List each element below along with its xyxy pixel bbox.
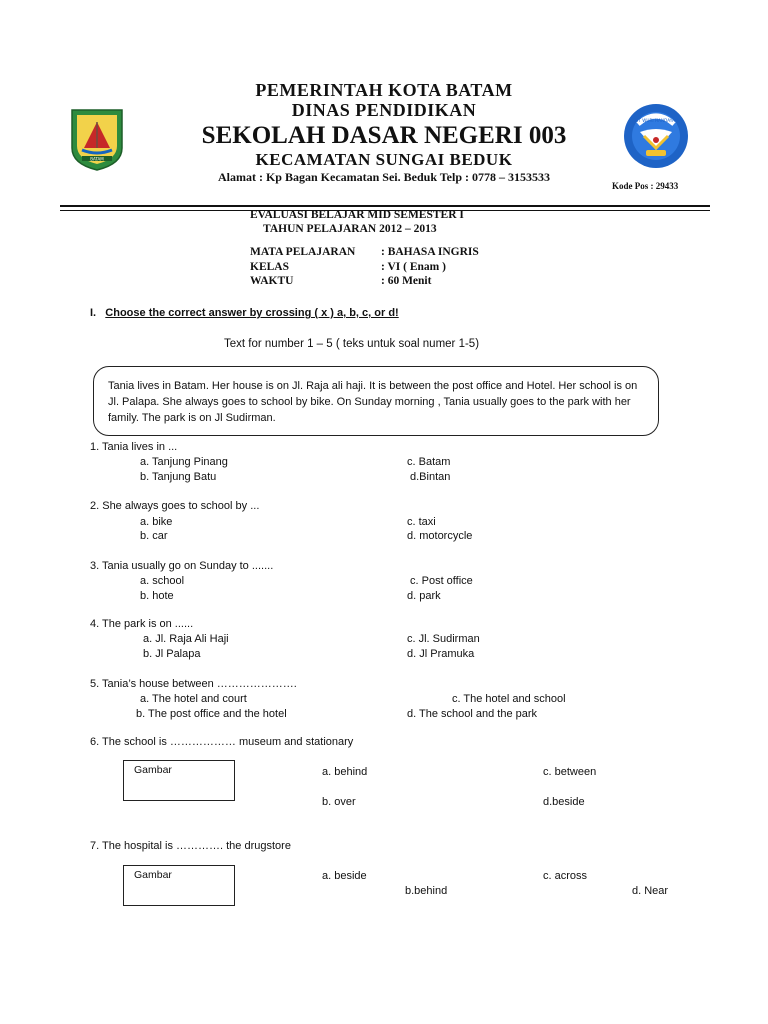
question-5: 5. Tania’s house between …………………. (90, 678, 297, 690)
q1-option-b[interactable]: b. Tanjung Batu (140, 471, 217, 483)
question-3: 3. Tania usually go on Sunday to ....... (90, 560, 274, 572)
q5-option-b[interactable]: b. The post office and the hotel (136, 708, 287, 720)
q6-option-b[interactable]: b. over (322, 796, 356, 808)
header-divider-thick (60, 205, 710, 207)
school-name: SEKOLAH DASAR NEGERI 003 (201, 122, 567, 149)
q3-option-c[interactable]: c. Post office (410, 575, 473, 587)
meta-label-class: KELAS (250, 261, 289, 273)
question-1: 1. Tania lives in ... (90, 441, 178, 453)
reading-passage: Tania lives in Batam. Her house is on Jl. Raja ali haji. It is between the post office and Hotel. Her school is on Jl. Palapa. She always goes to school by bike. On Sunday morning , Tania usually goes to the park with her family. The park is on Jl Sudirman. (93, 366, 659, 436)
q5-option-d[interactable]: d. The school and the park (407, 708, 538, 720)
q2-option-d[interactable]: d. motorcycle (407, 530, 473, 542)
passage-caption: Text for number 1 – 5 ( teks untuk soal numer 1-5) (224, 338, 480, 350)
q4-option-a[interactable]: a. Jl. Raja Ali Haji (143, 633, 229, 645)
question-2: 2. She always goes to school by ... (90, 500, 260, 512)
q1-option-c[interactable]: c. Batam (407, 456, 451, 468)
q1-option-d[interactable]: d.Bintan (410, 471, 451, 483)
q3-option-b[interactable]: b. hote (140, 590, 174, 602)
question-7: 7. The hospital is …………. the drugstore (90, 840, 291, 852)
q3-option-a[interactable]: a. school (140, 575, 185, 587)
q3-option-d[interactable]: d. park (407, 590, 441, 602)
q6-option-c[interactable]: c. between (543, 766, 597, 778)
q6-image-placeholder: Gambar (123, 760, 235, 801)
svg-text:BATAM: BATAM (90, 156, 104, 162)
q7-image-placeholder: Gambar (123, 865, 235, 906)
meta-value-time: : 60 Menit (381, 275, 432, 287)
q1-option-a[interactable]: a. Tanjung Pinang (140, 456, 228, 468)
section-heading (90, 307, 399, 319)
district-name: KECAMATAN SUNGAI BEDUK (255, 150, 513, 169)
meta-label-subject: MATA PELAJARAN (250, 246, 356, 258)
q7-option-d[interactable]: d. Near (632, 885, 669, 897)
svg-text:TUT WURI HANDAYANI: TUT WURI HANDAYANI (632, 118, 680, 123)
exam-title: EVALUASI BELAJAR MID SEMESTER I (250, 209, 464, 221)
q4-option-b[interactable]: b. Jl Palapa (143, 648, 201, 660)
meta-label-time: WAKTU (250, 275, 294, 287)
q2-option-c[interactable]: c. taxi (407, 516, 436, 528)
question-4: 4. The park is on ...... (90, 618, 194, 630)
q2-option-a[interactable]: a. bike (140, 516, 173, 528)
q6-option-d[interactable]: d.beside (543, 796, 585, 808)
q7-option-c[interactable]: c. across (543, 870, 588, 882)
section-instruction: Choose the correct answer by crossing ( x ) a, b, c, or d! (105, 307, 399, 319)
exam-year: TAHUN PELAJARAN 2012 – 2013 (263, 223, 437, 235)
q2-option-b[interactable]: b. car (140, 530, 168, 542)
q5-option-c[interactable]: c. The hotel and school (452, 693, 566, 705)
q4-option-d[interactable]: d. Jl Pramuka (407, 648, 475, 660)
meta-value-class: : VI ( Enam ) (381, 261, 446, 273)
question-6: 6. The school is ……………… museum and stationary (90, 736, 354, 748)
q5-option-a[interactable]: a. The hotel and court (140, 693, 247, 705)
q7-option-b[interactable]: b.behind (405, 885, 448, 897)
q6-option-a[interactable]: a. behind (322, 766, 368, 778)
q7-option-a[interactable]: a. beside (322, 870, 367, 882)
postal-code: Kode Pos : 29433 (612, 181, 679, 191)
government-title: PEMERINTAH KOTA BATAM (255, 80, 513, 100)
q4-option-c[interactable]: c. Jl. Sudirman (407, 633, 480, 645)
department-title: DINAS PENDIDIKAN (291, 100, 477, 120)
school-address: Alamat : Kp Bagan Kecamatan Sei. Beduk Telp : 0778 – 3153533 (217, 170, 551, 184)
meta-value-subject: : BAHASA INGRIS (381, 246, 479, 258)
section-number: I. (90, 307, 97, 319)
